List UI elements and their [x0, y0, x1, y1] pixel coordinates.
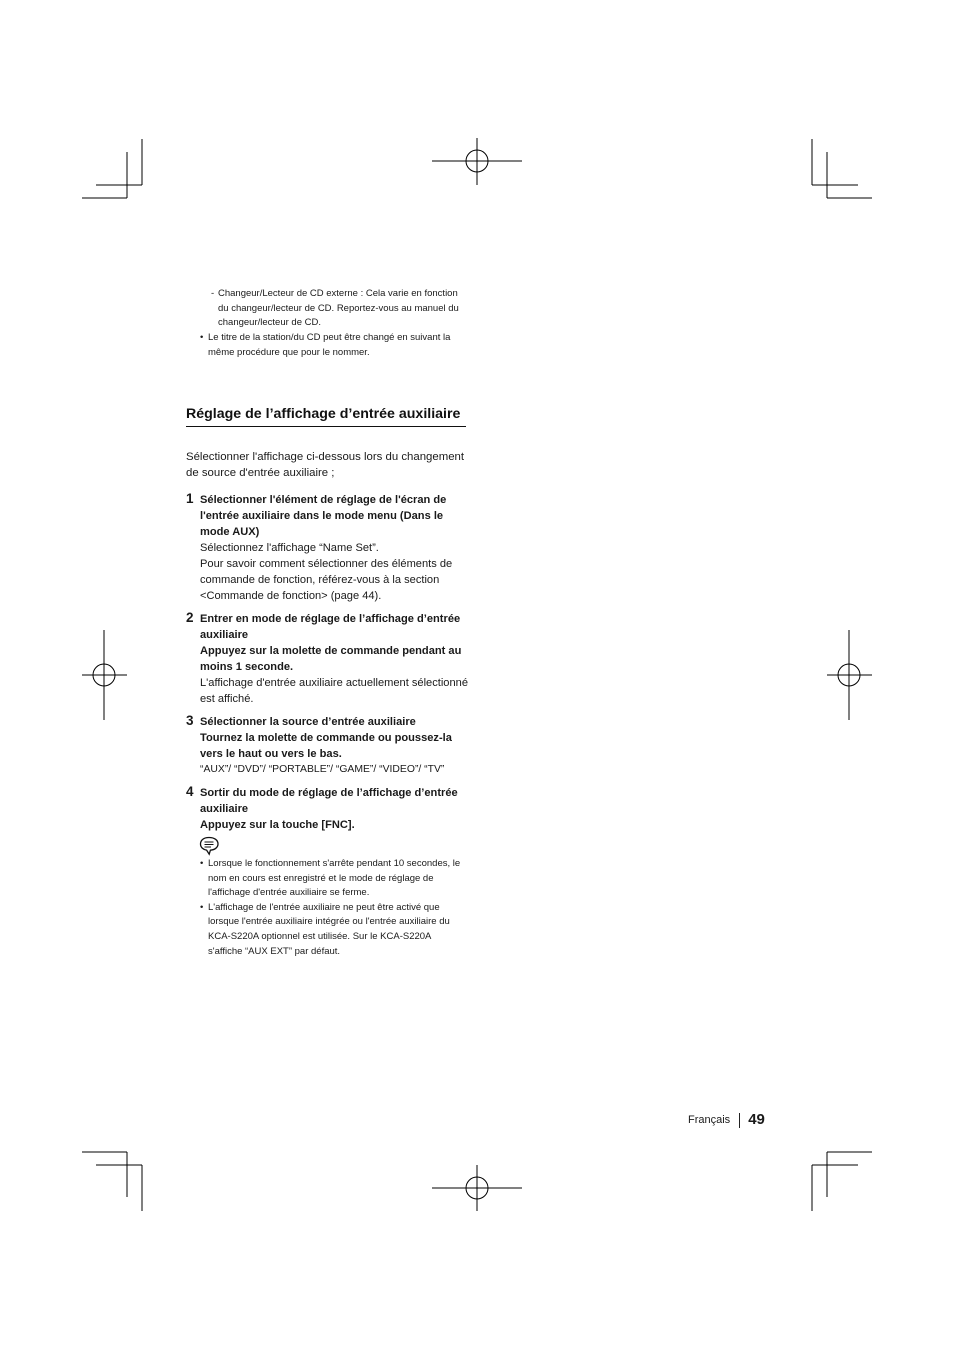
bullet-text: Le titre de la station/du CD peut être changé en suivant la même procédure que pour le nommer.: [208, 332, 451, 358]
dash-marker: -: [211, 288, 215, 299]
step-desc: Sélectionnez l'affichage “Name Set”.: [200, 542, 379, 554]
step-action: Tournez la molette de commande ou poussez-la vers le haut ou vers le bas.: [200, 732, 452, 760]
list-item: [186, 901, 466, 959]
step-2: [186, 611, 468, 707]
dash-item-text: Changeur/Lecteur de CD externe : Cela varie en fonction du changeur/lecteur de CD. Reportez-vous au manuel du changeur/lecteur de CD.: [218, 288, 459, 329]
step-desc-extra: Pour savoir comment sélectionner des éléments de commande de fonction, référez-vous à la section <Commande de fonction> (page 44).: [200, 558, 453, 602]
step-number: 1: [186, 491, 194, 506]
footer-divider: [739, 1113, 740, 1128]
section-title: Réglage de l’affichage d’entrée auxiliaire: [186, 405, 466, 427]
step-title: Sortir du mode de réglage de l’affichage d’entrée auxiliaire: [200, 787, 458, 815]
bullet-marker: •: [200, 901, 204, 913]
note-list: [186, 857, 466, 959]
step-title: Sélectionner la source d’entrée auxiliaire: [200, 716, 416, 728]
step-number: 2: [186, 610, 194, 625]
step-title: Entrer en mode de réglage de l’affichage d’entrée auxiliaire: [200, 613, 461, 641]
list-item: [186, 331, 466, 360]
intro-bullet-list: [186, 331, 466, 360]
step-4: [186, 785, 468, 833]
step-title: Sélectionner l'élément de réglage de l'écran de l'entrée auxiliaire dans le mode menu (Dans le mode AUX): [200, 494, 447, 538]
page-number: 49: [748, 1111, 765, 1128]
step-desc: “AUX”/ “DVD”/ “PORTABLE”/ “GAME”/ “VIDEO”/ “TV”: [200, 764, 445, 775]
footer-language: Français: [688, 1114, 731, 1126]
step-1: [186, 492, 468, 604]
step-number: 4: [186, 784, 194, 799]
bullet-marker: •: [200, 858, 204, 869]
step-3: [186, 714, 468, 778]
note-text: Lorsque le fonctionnement s'arrête pendant 10 secondes, le nom en cours est enregistré et le mode de réglage de l'affichage d'entrée auxiliaire se ferme.: [208, 858, 461, 899]
intro-dash-item: [211, 287, 469, 331]
note-text: L'affichage de l'entrée auxiliaire ne peut être activé que lorsque l'entrée auxiliaire intégrée ou l'entrée auxiliaire du KCA-S220A optionnel est utilisée. Sur le KCA-S220A s'affiche “AUX EXT” par défaut.: [208, 901, 450, 957]
bullet-marker: •: [200, 332, 204, 343]
step-number: 3: [186, 713, 194, 728]
section-lead: Sélectionner l'affichage ci-dessous lors du changement de source d'entrée auxiliaire ;: [186, 451, 465, 479]
note-icon: [199, 836, 221, 856]
step-desc: L'affichage d'entrée auxiliaire actuellement sélectionné est affiché.: [200, 677, 468, 705]
step-action: Appuyez sur la touche [FNC].: [200, 819, 355, 831]
step-action: Appuyez sur la molette de commande pendant au moins 1 seconde.: [200, 645, 462, 673]
list-item: [186, 857, 466, 901]
page-footer: [688, 1110, 765, 1130]
